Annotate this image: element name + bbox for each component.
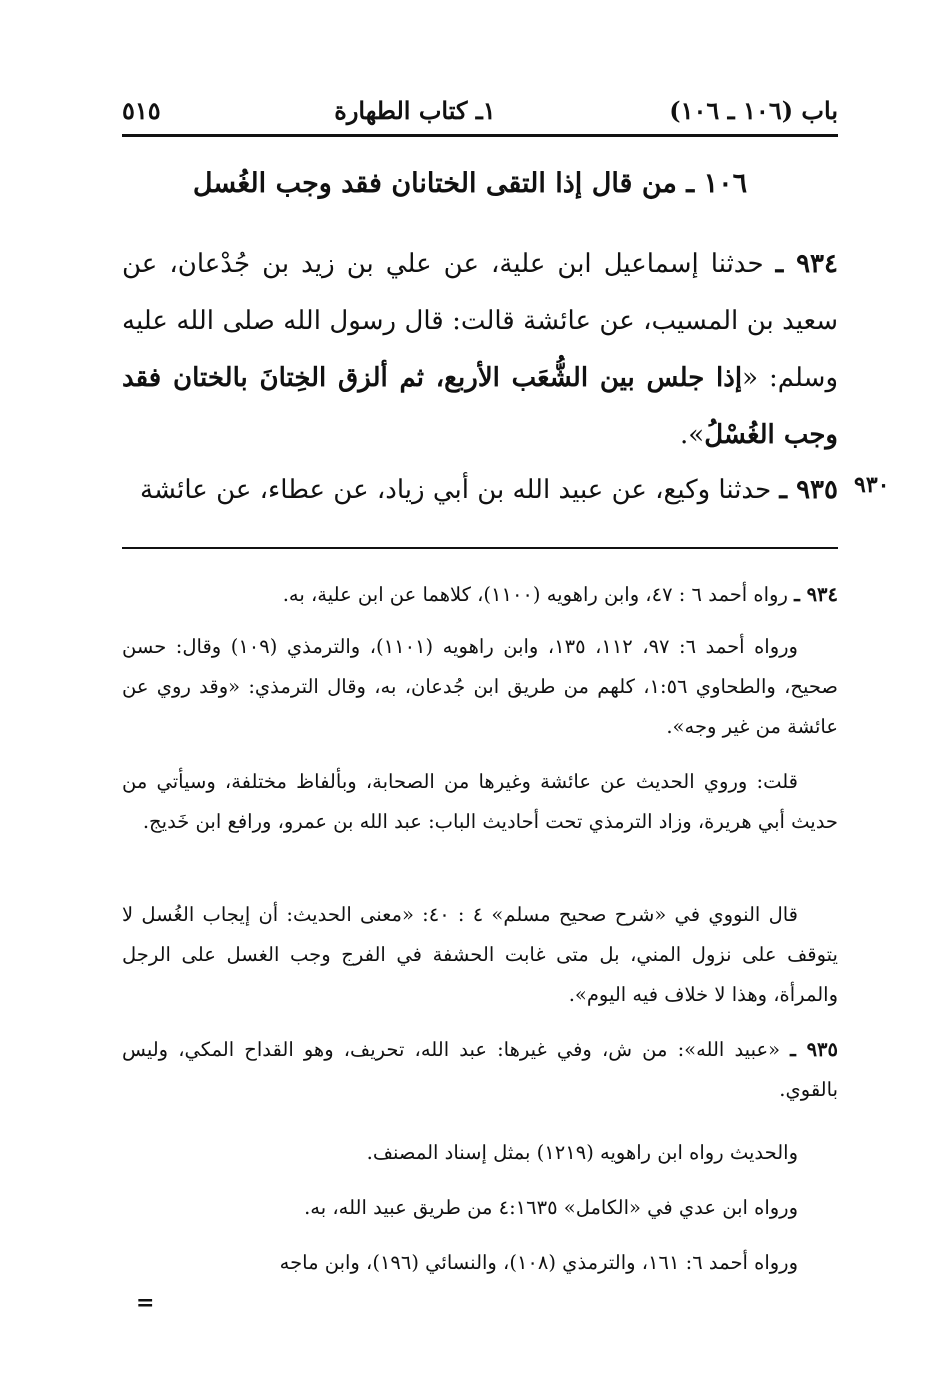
chapter-heading: ١٠٦ ـ من قال إذا التقى الختانان فقد وجب الغُسل — [192, 168, 748, 199]
footnote-lead: ٩٣٥ ـ — [790, 1038, 838, 1061]
page-header — [122, 88, 838, 132]
header-rule — [122, 134, 838, 137]
section-reference: باب (١٠٦ ـ ١٠٦) — [669, 95, 838, 125]
footnote-text: ورواه ابن عدي في «الكامل» ٤:١٦٣٥ من طريق عبيد الله، به. — [304, 1196, 798, 1219]
footnote-text: قلت: وروي الحديث عن عائشة وغيرها من الصحابة، وبألفاظ مختلفة، وسيأتي من حديث أبي هريرة، وزاد الترمذي تحت أحاديث الباب: عبد الله بن عمرو، ورافع ابن خَديج. — [122, 770, 838, 833]
footnote — [122, 895, 838, 1015]
footnote — [122, 762, 838, 842]
hadith-chain: حدثنا إسماعيل ابن علية، عن علي بن زيد بن جُدْعان، عن سعيد بن المسيب، عن عائشة قالت: قال رسول الله صلى الله عليه وسلم: « — [122, 249, 838, 393]
hadith-close: ». — [680, 420, 705, 450]
footnote-lead: ٩٣٤ ـ — [794, 583, 838, 606]
hadith-934 — [122, 236, 838, 464]
hadith-matn: إذا جلس بين الشُّعَب الأربع، ثم ألزق الخِتانَ بالختان فقد وجب الغُسْلُ — [122, 363, 838, 450]
footnote-separator — [122, 547, 838, 549]
hadith-number: ٩٣٥ ـ — [779, 475, 838, 505]
margin-reference-number: ٩٣٠ — [854, 472, 890, 498]
footnote — [122, 1030, 838, 1110]
footnote — [122, 1188, 838, 1228]
footnote-text: ورواه أحمد ٦: ١٦١، والترمذي (١٠٨)، والنسائي (١٩٦)، وابن ماجه — [279, 1251, 798, 1274]
continuation-mark: = — [136, 1290, 155, 1316]
hadith-chain: حدثنا وكيع، عن عبيد الله بن أبي زياد، عن عطاء، عن عائشة — [140, 475, 780, 505]
page-number: ٥١٥ — [122, 95, 161, 125]
footnote — [122, 1133, 838, 1173]
hadith-935 — [122, 462, 838, 519]
footnote — [122, 627, 838, 747]
footnote — [122, 1243, 838, 1283]
footnote-text: والحديث رواه ابن راهويه (١٢١٩) بمثل إسناد المصنف. — [366, 1141, 798, 1164]
footnote-text: ورواه أحمد ٦: ٩٧، ١١٢، ١٣٥، وابن راهويه (١١٠١)، والترمذي (١٠٩) وقال: حسن صحيح، والطحاوي ١:٥٦، كلهم من طريق ابن جُدعان، به، وقال الترمذي: «وقد روي عن عائشة من غير وجه». — [122, 635, 838, 738]
footnote-text: قال النووي في «شرح صحيح مسلم» ٤ : ٤٠: «معنى الحديث: أن إيجاب الغُسل لا يتوقف على نزول المني، بل متى غابت الحشفة في الفرج وجب الغسل على الرجل والمرأة، وهذا لا خلاف فيه اليوم». — [122, 903, 838, 1006]
book-title: ١ـ كتاب الطهارة — [334, 95, 496, 125]
footnote-text: رواه أحمد ٦ : ٤٧، وابن راهويه (١١٠٠)، كلاهما عن ابن علية، به. — [282, 583, 795, 606]
footnote — [122, 575, 838, 615]
footnote-text: «عبيد الله»: من ش، وفي غيرها: عبد الله، تحريف، وهو القداح المكي، وليس بالقوي. — [122, 1038, 838, 1101]
hadith-number: ٩٣٤ ـ — [775, 249, 838, 279]
